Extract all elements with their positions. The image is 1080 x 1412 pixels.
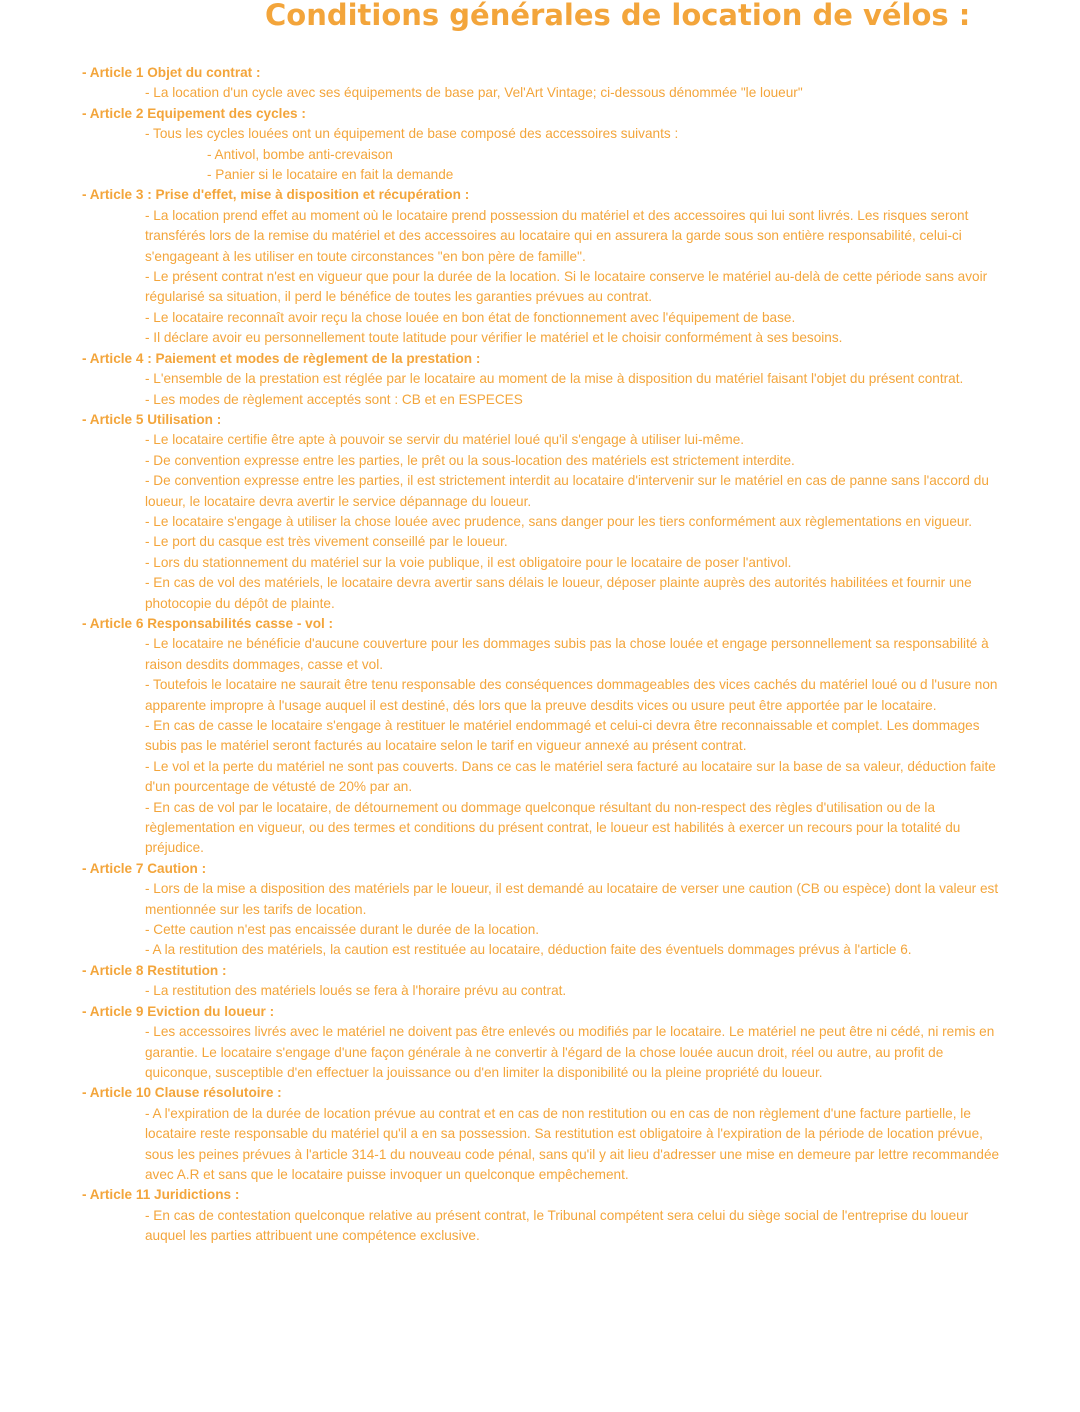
article-1 [82,63,1002,104]
article-paragraph: - En cas de contestation quelconque relative au présent contrat, le Tribunal compétent sera celui du siège social de l'entreprise du loueur auquel les parties attribuent une compétence exclusive. [145,1207,969,1244]
article-heading: - Article 3 : Prise d'effet, mise à disposition et récupération : [82,187,470,203]
article-paragraph: - Tous les cycles louées ont un équipement de base composé des accessoires suivants : [145,126,679,142]
article-paragraph: - A l'expiration de la durée de location prévue au contrat et en cas de non restitution ou en cas de non règlement d'une facture partielle, le locataire reste responsable du matériel qu'il a en sa possession. Sa restitution est obligatoire à l'expiration de la période de location prévue, sous les peines prévues à l'article 314-1 du nouveau code pénal, sans qu'il y ait lieu d'adresser une mise en demeure par lettre recommandée avec A.R et sans que le locataire puisse invoquer un quelconque empêchement. [145,1105,1000,1182]
article-2 [82,104,1002,186]
article-paragraph: - La location d'un cycle avec ses équipements de base par, Vel'Art Vintage; ci-dessous dénommée "le loueur" [145,85,803,101]
article-paragraph: - Le locataire ne bénéficie d'aucune couverture pour les dommages subis pas la chose louée et engage personnellement sa responsabilité à raison desdits dommages, casse et vol. [145,636,989,672]
article-paragraph: - Le locataire reconnaît avoir reçu la chose louée en bon état de fonctionnement avec l'équipement de base. [145,309,796,325]
article-6 [82,614,1002,859]
article-paragraph: - Le port du casque est très vivement conseillé par le loueur. [145,534,508,550]
article-heading: - Article 1 Objet du contrat : [82,65,261,80]
article-paragraph: - Il déclare avoir eu personnellement toute latitude pour vérifier le matériel et le choisir conformément à ses besoins. [145,330,843,346]
article-4 [82,349,1002,410]
article-heading: - Article 2 Equipement des cycles : [82,105,306,121]
article-paragraph: - De convention expresse entre les parties, il est strictement interdit au locataire d'intervenir sur le matériel en cas de panne sans l'accord du loueur, le locataire devra avertir le service dépannage du loueur. [145,473,989,509]
article-heading: - Article 6 Responsabilités casse - vol : [82,615,334,631]
article-heading: - Article 8 Restitution : [82,962,227,978]
article-heading: - Article 7 Caution : [82,860,207,876]
page-title: Conditions générales de location de vélos : [265,0,971,32]
article-paragraph: - En cas de casse le locataire s'engage à restituer le matériel endommagé et celui-ci devra être reconnaissable et complet. Les dommages subis pas le matériel seront facturés au locataire selon le tarif en vigueur annexé au présent contrat. [145,718,980,754]
article-paragraph: - En cas de vol des matériels, le locataire devra avertir sans délais le loueur, déposer plainte auprès des autorités habilitées et fournir une photocopie du dépôt de plainte. [145,575,972,611]
article-heading: - Article 9 Eviction du loueur : [82,1003,275,1019]
article-paragraph: - La restitution des matériels loués se fera à l'horaire prévu au contrat. [145,983,567,999]
article-paragraph: - De convention expresse entre les parties, le prêt ou la sous-location des matériels est strictement interdite. [145,452,795,468]
article-heading: - Article 5 Utilisation : [82,411,222,427]
article-11 [82,1185,1002,1246]
article-paragraph: - Lors du stationnement du matériel sur la voie publique, il est obligatoire pour le locataire de poser l'antivol. [145,554,792,570]
article-paragraph: - Les modes de règlement acceptés sont : CB et en ESPECES [145,391,523,407]
article-subitem: - Antivol, bombe anti-crevaison [207,146,393,162]
article-8 [82,961,1002,1002]
article-paragraph: - Lors de la mise a disposition des matériels par le loueur, il est demandé au locataire de verser une caution (CB ou espèce) dont la valeur est mentionnée sur les tarifs de location. [145,881,999,917]
article-10 [82,1083,1002,1185]
article-paragraph: - L'ensemble de la prestation est réglée par le locataire au moment de la mise à disposition du matériel faisant l'objet du présent contrat. [145,371,964,387]
article-paragraph: - Le présent contrat n'est en vigueur que pour la durée de la location. Si le locataire conserve le matériel au-delà de cette période sans avoir régularisé sa situation, il perd le bénéfice de toutes les garanties prévues au contrat. [145,269,988,305]
article-paragraph: - A la restitution des matériels, la caution est restituée au locataire, déduction faite des éventuels dommages prévus à l'article 6. [145,942,912,958]
article-3 [82,185,1002,348]
article-paragraph: - Cette caution n'est pas encaissée durant le durée de la location. [145,922,540,938]
article-paragraph: - Le locataire certifie être apte à pouvoir se servir du matériel loué qu'il s'engage à utiliser lui-même. [145,432,745,448]
article-9 [82,1002,1002,1084]
article-7 [82,859,1002,961]
article-paragraph: - La location prend effet au moment où le locataire prend possession du matériel et des accessoires qui lui sont livrés. Les risques seront transférés lors de la remise du matériel et des accessoires au locataire qui en assurera la garde sous son entière responsabilité, celui-ci s'engageant à les utiliser en toute circonstances "en bon père de famille". [145,207,969,264]
article-paragraph: - Toutefois le locataire ne saurait être tenu responsable des conséquences dommageables des vices cachés du matériel loué ou d l'usure non apparente impropre à l'usage auquel il est destiné, dés lors que la preuve desdits vices ou usure peut être apportée par le locataire. [145,677,998,713]
article-paragraph: - En cas de vol par le locataire, de détournement ou dommage quelconque résultant du non-respect des règles d'utilisation ou de la règlementation en vigueur, ou des termes et conditions du présent contrat, le loueur est habilités à exercer un recours pour la totalité du préjudice. [145,799,961,856]
article-paragraph: - Le vol et la perte du matériel ne sont pas couverts. Dans ce cas le matériel sera facturé au locataire sur la base de sa valeur, déduction faite d'un pourcentage de vétusté de 20% par an. [145,758,996,795]
article-paragraph: - Le locataire s'engage à utiliser la chose louée avec prudence, sans danger pour les tiers conformément aux règlementations en vigueur. [145,513,973,529]
article-heading: - Article 11 Juridictions : [82,1187,240,1203]
article-5 [82,410,1002,614]
terms-content [82,63,1002,1247]
article-paragraph: - Les accessoires livrés avec le matériel ne doivent pas être enlevés ou modifiés par le locataire. Le matériel ne peut être ni cédé, ni remis en garantie. Le locataire s'engage d'une façon générale à ne convertir à l'égard de la chose louée aucun droit, réel ou autre, au profit de quiconque, susceptible d'en effectuer la jouissance ou d'en limiter la disponibilité ou la pleine propriété du loueur. [145,1024,995,1080]
article-subitem: - Panier si le locataire en fait la demande [207,167,454,183]
article-heading: - Article 4 : Paiement et modes de règlement de la prestation : [82,350,481,366]
article-heading: - Article 10 Clause résolutoire : [82,1085,282,1101]
